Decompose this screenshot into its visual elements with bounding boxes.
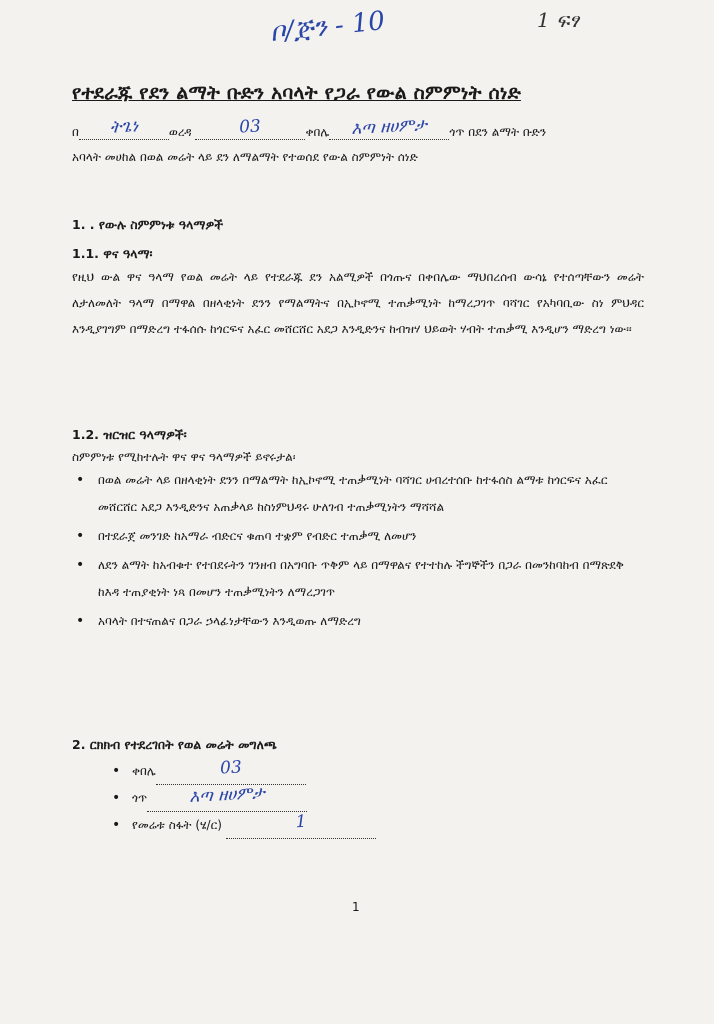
- bullet-icon: •: [112, 763, 121, 779]
- field-blank: [226, 811, 376, 839]
- section-1-heading: 1. . የውሉ ስምምነቱ ዓላማዎች: [72, 217, 224, 232]
- intro-blank-woreda: [195, 116, 305, 140]
- section-1-1-heading: 1.1. ዋና ዓላማ፡: [72, 246, 153, 261]
- intro-line-1: [72, 115, 642, 140]
- section-1-1-paragraph: የዚህ ውል ዋና ዓላማ የወል መሬት ላይ የተደራጁ ደን አልሚዎች በጎጡና በቀበሌው ማህበረሰብ ውሳኔ የተሰጣቸውን መሬት ለታለመለት ዓላማ በማዋል በዘላቂነት ደንን የማልማትና በኢኮኖሚ ተጠቃሚነት ከማረጋገጥ ባሻገር የአካባቢው ስነ ምህዳር እንዲያገግም በማድረግ ተፋሰሱ ከጎርፍና አፈር መሸርሸር አደጋ እንዲድንና ከብዝሃ ህይወት ሃብት ተጠቃሚ እንዲሆን ማድረግ ነው፡፡: [72, 270, 644, 336]
- handwritten-value: እጣ ዘሀምታ: [188, 783, 266, 807]
- list-item: [112, 812, 376, 839]
- handwritten-value: 1: [294, 811, 307, 833]
- intro-label-woreda: ወረዳ: [168, 125, 192, 139]
- bullet-icon: •: [76, 557, 85, 573]
- handwritten-got-name: እጣ ዘሀምታ: [351, 115, 428, 139]
- list-item: [74, 608, 644, 635]
- intro-suffix: ጎጥ በደን ልማት ቡድን: [449, 125, 547, 139]
- handwritten-reference-note: ቦ/ጅን - 10: [268, 6, 387, 48]
- objective-text: በተደራጀ መንገድ ከአማራ ብድርና ቁጠባ ተቋም የብድር ተጠቃሚ ለመሆን: [98, 529, 417, 543]
- intro-prefix: በ: [72, 125, 79, 139]
- field-label: ጎጥ: [132, 791, 148, 805]
- bullet-icon: •: [76, 528, 85, 544]
- field-label: የመሬቱ ስፋት (ሄ/ር): [132, 818, 222, 832]
- objective-text: በወል መሬት ላይ በዘላቂነት ደንን በማልማት ከኢኮኖሚ ተጠቃሚነት ባሻገር ሀብረተሰቡ ከተፋሰስ ልማቱ ከጎርፍና አፈር መሸርሸር አደጋ እንዲድንና አጠቃላይ ከስነምህዳሩ ሁለገብ ተጠቃሚነትን ማሻሻል: [98, 473, 608, 514]
- land-description-list: [112, 758, 376, 839]
- field-label: ቀበሌ: [132, 764, 156, 778]
- section-1-2-heading: 1.2. ዝርዝር ዓላማዎች፡: [72, 427, 187, 442]
- section-2-heading: 2. ርክክብ የተደረገበት የወል መሬት መግለጫ: [72, 737, 277, 752]
- field-blank: [147, 783, 307, 812]
- bullet-icon: •: [76, 613, 85, 629]
- bullet-icon: •: [112, 790, 121, 806]
- intro-blank-kebele-name: [79, 116, 169, 140]
- handwritten-woreda-number: 03: [239, 116, 262, 138]
- objective-text: አባላት በተናጠልና በጋራ ኃላፊነታቸውን እንዲወጡ ለማድረግ: [98, 614, 361, 628]
- intro-blank-got: [329, 115, 449, 140]
- objectives-list: [74, 467, 644, 637]
- page-number: 1: [352, 900, 360, 914]
- bullet-icon: •: [76, 472, 85, 488]
- intro-line-2: አባላት መሀከል በወል መሬት ላይ ደን ለማልማት የተወሰደ የውል ስምምነት ሰነድ: [72, 150, 418, 164]
- handwritten-kebele-name: ትጌነ: [109, 116, 139, 138]
- list-item: [74, 523, 644, 550]
- intro-label-kebele: ቀበሌ: [305, 125, 330, 139]
- handwritten-page-note: 1 ፍፃ: [537, 8, 580, 32]
- list-item: [74, 467, 644, 521]
- objective-text: ለደን ልማት ከአብቁተ የተበደሩትን ገንዘብ በአግባቡ ጥቅም ላይ በማዋልና የተተከሉ ችግኞችን በጋራ በመንከባከብ በማጽደቅ ከእዳ ተጠያቂነት ነጻ በመሆን ተጠቃሚነትን ለማረጋገጥ: [98, 558, 624, 599]
- section-1-2-intro: ስምምነቱ የሚከተሉት ዋና ዋና ዓላማዎች ይኖሩታል፡: [72, 450, 296, 464]
- bullet-icon: •: [112, 817, 121, 833]
- document-title: የተደራጁ የደን ልማት ቡድን አባላት የጋራ የውል ስምምነት ሰነድ: [72, 82, 521, 104]
- handwritten-value: 03: [219, 757, 243, 779]
- list-item: [74, 552, 644, 606]
- list-item: [112, 785, 376, 812]
